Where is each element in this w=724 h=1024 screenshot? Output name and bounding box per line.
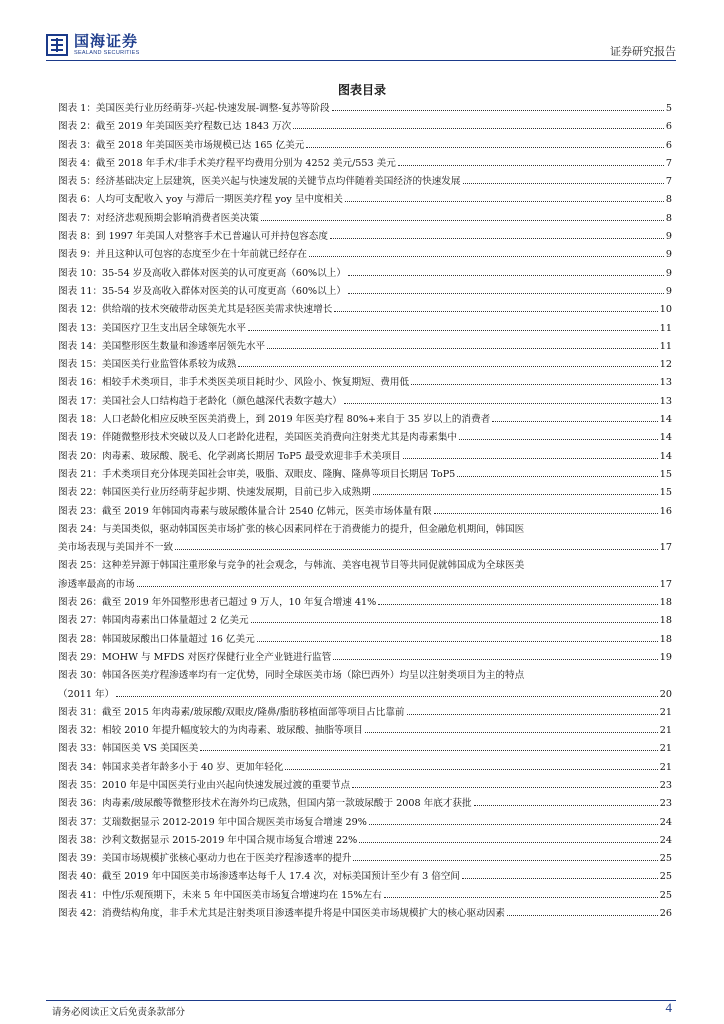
toc-entry[interactable] (58, 557, 672, 594)
toc-entry[interactable] (58, 667, 672, 704)
toc-entry[interactable] (58, 649, 672, 667)
toc-entry-line (58, 704, 672, 722)
dot-leader (353, 860, 657, 861)
dot-leader (175, 549, 658, 550)
toc-entry-line (58, 155, 672, 173)
toc-entry-line (58, 338, 672, 356)
toc-entry-text: 图表 20：肉毒素、玻尿酸、脱毛、化学剥离长期居 ToP5 最受欢迎非手术美项目 (58, 450, 401, 462)
company-logo (46, 34, 140, 57)
toc-entry[interactable] (58, 704, 672, 722)
dot-leader (407, 714, 658, 715)
toc-entry-text: 图表 10：35-54 岁及高收入群体对医美的认可度更高（60%以上） (58, 267, 346, 279)
toc-entry[interactable] (58, 228, 672, 246)
toc-entry-text: 图表 30：韩国各医美疗程渗透率均有一定优势，同时全球医美市场（除巴西外）均呈以注射类项目为主的特点 (58, 670, 525, 682)
toc-entry-text: 图表 34：韩国求美者年龄多小于 40 岁、更加年轻化 (58, 761, 284, 773)
toc-entry[interactable] (58, 850, 672, 868)
dot-leader (492, 421, 658, 422)
toc-entry-page: 14 (659, 450, 672, 462)
toc-entry-page: 7 (665, 176, 672, 188)
toc-entry-page: 25 (659, 889, 672, 901)
dot-leader (333, 659, 657, 660)
toc-entry[interactable] (58, 137, 672, 155)
dot-leader (369, 824, 658, 825)
toc-entry-page: 20 (659, 688, 672, 700)
toc-entry-text: 图表 36：肉毒素/玻尿酸等微整形技术在海外均已成熟，但国内第一款玻尿酸于 2008 年底才获批 (58, 798, 472, 810)
toc-entry-text: 图表 6：人均可支配收入 yoy 与滞后一期医美疗程 yoy 呈中度相关 (58, 194, 343, 206)
toc-entry-page: 9 (665, 285, 672, 297)
dot-leader (434, 513, 658, 514)
toc-entry[interactable] (58, 118, 672, 136)
toc-entry[interactable] (58, 722, 672, 740)
dot-leader (352, 787, 658, 788)
toc-entry[interactable] (58, 429, 672, 447)
dot-leader (285, 769, 657, 770)
toc-entry-line (58, 649, 672, 667)
toc-entry-line (58, 868, 672, 886)
toc-entry-line (58, 246, 672, 264)
toc-entry-page: 21 (659, 706, 672, 718)
toc-entry[interactable] (58, 814, 672, 832)
toc-entry-page: 26 (659, 908, 672, 920)
dot-leader (238, 366, 657, 367)
toc-entry-continuation: 渗透率最高的市场 (58, 578, 135, 590)
toc-entry[interactable] (58, 100, 672, 118)
dot-leader (384, 897, 658, 898)
toc-entry-text: 图表 38：沙利文数据显示 2015-2019 年中国合规市场复合增速 22% (58, 834, 358, 846)
toc-entry[interactable] (58, 777, 672, 795)
dot-leader (365, 732, 658, 733)
toc-entry-page: 13 (659, 395, 672, 407)
toc-entry[interactable] (58, 448, 672, 466)
toc-entry-text: 图表 7：对经济悲观预期会影响消费者医美决策 (58, 212, 260, 224)
toc-entry-text: 图表 4：截至 2018 年手术/非手术美疗程平均费用分别为 4252 美元/553 美元 (58, 157, 396, 169)
dot-leader (345, 201, 664, 202)
dot-leader (344, 403, 658, 404)
toc-entry-page: 11 (659, 322, 672, 334)
toc-entry-line (58, 466, 672, 484)
toc-entry-text: 图表 12：供给端的技术突破带动医美尤其是轻医美需求快速增长 (58, 304, 333, 316)
toc-entry-text: 图表 19：伴随微整形技术突破以及人口老龄化进程，美国医美消费向注射类尤其是肉毒素集中 (58, 432, 458, 444)
dot-leader (267, 348, 658, 349)
toc-entry-page: 6 (665, 121, 672, 133)
dot-leader (373, 494, 658, 495)
toc-entry-page: 23 (659, 798, 672, 810)
toc-entry[interactable] (58, 411, 672, 429)
toc-entry[interactable] (58, 484, 672, 502)
toc-entry[interactable] (58, 191, 672, 209)
toc-entry[interactable] (58, 338, 672, 356)
toc-entry-text: 图表 37：艾瑞数据显示 2012-2019 年中国合规医美市场复合增速 29% (58, 816, 367, 828)
dot-leader (359, 842, 658, 843)
toc-entry-page: 13 (659, 377, 672, 389)
toc-entry-line (58, 374, 672, 392)
toc-entry[interactable] (58, 503, 672, 521)
logo-english-name: SEALAND SECURITIES (74, 50, 140, 56)
toc-entry[interactable] (58, 320, 672, 338)
toc-entry-page: 9 (665, 249, 672, 261)
toc-entry-text: 图表 3：截至 2018 年美国医美市场规模已达 165 亿美元 (58, 139, 305, 151)
toc-title: 图表目录 (337, 83, 386, 97)
dot-leader (463, 183, 664, 184)
toc-entry-page: 17 (659, 542, 672, 554)
toc-entry[interactable] (58, 631, 672, 649)
toc-entry-line (58, 320, 672, 338)
toc-entry-line (58, 594, 672, 612)
footer-divider (46, 1000, 676, 1001)
toc-entry-line (58, 576, 672, 594)
toc-entry-line (58, 393, 672, 411)
toc-entry[interactable] (58, 521, 672, 558)
dot-leader (200, 750, 657, 751)
dot-leader (332, 110, 664, 111)
toc-entry-page: 6 (665, 139, 672, 151)
toc-entry-line (58, 686, 672, 704)
toc-entry[interactable] (58, 466, 672, 484)
toc-entry-text: 图表 16：相较手术类项目，非手术类医美项目耗时少、风险小、恢复期短、费用低 (58, 377, 410, 389)
toc-entry-text: 图表 15：美国医美行业监管体系较为成熟 (58, 359, 237, 371)
toc-entry[interactable] (58, 740, 672, 758)
toc-entry[interactable] (58, 301, 672, 319)
toc-entry-page: 15 (659, 487, 672, 499)
toc-entry[interactable] (58, 393, 672, 411)
toc-entry-page: 19 (659, 651, 672, 663)
toc-entry-page: 14 (659, 432, 672, 444)
toc-entry-page: 24 (659, 816, 672, 828)
toc-entry-continuation: （2011 年） (58, 688, 115, 700)
toc-entry-page: 9 (665, 267, 672, 279)
dot-leader (116, 696, 658, 697)
dot-leader (462, 878, 658, 879)
dot-leader (348, 293, 664, 294)
toc-entry[interactable] (58, 356, 672, 374)
dot-leader (293, 128, 664, 129)
toc-entry-line (58, 356, 672, 374)
toc-entry-text: 图表 42：消费结构角度，非手术尤其是注射类项目渗透率提升将是中国医美市场规模扩大的核心驱动因素 (58, 908, 505, 920)
toc-entry-text: 图表 35：2010 年是中国医美行业由兴起向快速发展过渡的重要节点 (58, 779, 351, 791)
toc-entry-page: 21 (659, 725, 672, 737)
toc-entry-text: 图表 24：与美国类似，驱动韩国医美市场扩张的核心因素同样在于消费能力的提升，但金融危机期间，韩国医 (58, 523, 525, 535)
toc-entry-page: 25 (659, 853, 672, 865)
toc-entry[interactable] (58, 265, 672, 283)
dot-leader (457, 476, 658, 477)
toc-entry-line (58, 777, 672, 795)
toc-entry[interactable] (58, 832, 672, 850)
toc-entry-text: 图表 26：截至 2019 年外国整形患者已超过 9 万人，10 年复合增速 41% (58, 597, 377, 609)
toc-entry-page: 5 (665, 103, 672, 114)
toc-entry-page: 12 (659, 359, 672, 371)
toc-entry-line (58, 795, 672, 813)
table-of-figures (58, 100, 672, 923)
toc-entry-text: 图表 27：韩国肉毒素出口体量超过 2 亿美元 (58, 615, 249, 627)
toc-entry-page: 18 (659, 597, 672, 609)
toc-entry-line (58, 191, 672, 209)
toc-entry[interactable] (58, 759, 672, 777)
toc-entry-line (58, 283, 672, 301)
toc-entry-page: 16 (659, 505, 672, 517)
toc-entry[interactable] (58, 173, 672, 191)
toc-entry[interactable] (58, 795, 672, 813)
dot-leader (398, 165, 664, 166)
dot-leader (411, 384, 658, 385)
toc-entry-page: 17 (659, 578, 672, 590)
toc-entry-text: 图表 8：到 1997 年美国人对整容手术已普遍认可并持包容态度 (58, 231, 328, 243)
toc-entry-line (58, 448, 672, 466)
dot-leader (309, 256, 664, 257)
toc-entry-text: 图表 29：MOHW 与 MFDS 对医疗保健行业全产业链进行监管 (58, 651, 332, 663)
toc-entry-page: 15 (659, 468, 672, 480)
page-number: 4 (665, 1000, 672, 1015)
toc-entry-page: 10 (659, 304, 672, 316)
toc-entry-text: 图表 13：美国医疗卫生支出居全球领先水平 (58, 322, 246, 334)
dot-leader (334, 311, 657, 312)
toc-entry-text: 图表 33：韩国医美 VS 美国医美 (58, 743, 199, 755)
toc-entry-line (58, 210, 672, 228)
toc-entry-text: 图表 28：韩国玻尿酸出口体量超过 16 亿美元 (58, 633, 255, 645)
dot-leader (459, 439, 658, 440)
dot-leader (257, 641, 658, 642)
toc-entry-text: 图表 18：人口老龄化相应反映至医美消费上，到 2019 年医美疗程 80%+来自于 35 岁以上的消费者 (58, 414, 491, 426)
toc-entry-page: 25 (659, 871, 672, 883)
toc-entry[interactable] (58, 155, 672, 173)
toc-entry-line (58, 484, 672, 502)
toc-entry-page: 18 (659, 633, 672, 645)
header-divider (46, 60, 676, 61)
toc-entry-text: 图表 23：截至 2019 年韩国肉毒素与玻尿酸体量合计 2540 亿韩元，医美市场体量有限 (58, 505, 432, 517)
toc-entry[interactable] (58, 887, 672, 905)
toc-entry-line (58, 832, 672, 850)
dot-leader (306, 147, 664, 148)
toc-entry-text: 图表 21：手术类项目充分体现美国社会审美，吸脂、双眼皮、隆胸、隆鼻等项目长期居 ToP5 (58, 468, 456, 480)
toc-entry-line (58, 539, 672, 557)
dot-leader (251, 622, 658, 623)
toc-entry-line (58, 887, 672, 905)
toc-entry-line (58, 429, 672, 447)
toc-entry-text: 图表 32：相较 2010 年提升幅度较大的为肉毒素、玻尿酸、抽脂等项目 (58, 725, 363, 737)
toc-entry-line (58, 740, 672, 758)
logo-chinese-name: 国海证券 (74, 32, 139, 50)
dot-leader (248, 330, 658, 331)
dot-leader (507, 915, 658, 916)
toc-entry-line (58, 612, 672, 630)
toc-entry[interactable] (58, 374, 672, 392)
toc-entry-line (58, 228, 672, 246)
toc-entry-text: 图表 9：并且这种认可包容的态度至少在十年前就已经存在 (58, 249, 307, 261)
toc-entry-line (58, 137, 672, 155)
toc-entry-page: 8 (665, 212, 672, 224)
toc-entry-page: 11 (659, 340, 672, 352)
toc-entry[interactable] (58, 868, 672, 886)
toc-entry-text: 图表 2：截至 2019 年美国医美疗程数已达 1843 万次 (58, 121, 292, 133)
dot-leader (261, 220, 664, 221)
dot-leader (403, 458, 658, 459)
page-header (0, 0, 724, 64)
toc-entry-text: 图表 41：中性/乐观预期下，未来 5 年中国医美市场复合增速均在 15%左右 (58, 889, 382, 901)
toc-entry-text: 图表 31：截至 2015 年肉毒素/玻尿酸/双眼皮/隆鼻/脂肪移植面部等项目占比靠前 (58, 706, 405, 718)
document-type-label: 证券研究报告 (610, 45, 676, 58)
toc-entry-page: 8 (665, 194, 672, 206)
toc-entry-line (58, 411, 672, 429)
toc-entry[interactable] (58, 283, 672, 301)
toc-entry[interactable] (58, 905, 672, 923)
toc-entry-page: 14 (659, 414, 672, 426)
toc-entry-text: 图表 25：这种差异源于韩国注重形象与竞争的社会观念，与韩流、美容电视节目等共同促就韩国成为全球医美 (58, 560, 525, 572)
toc-entry-line (58, 173, 672, 191)
toc-entry-continuation: 美市场表现与美国并不一致 (58, 542, 174, 554)
toc-entry-line (58, 503, 672, 521)
toc-entry-line (58, 301, 672, 319)
toc-entry-line (58, 850, 672, 868)
dot-leader (137, 586, 658, 587)
sealand-logo-icon (46, 34, 68, 56)
toc-entry-page: 18 (659, 615, 672, 627)
dot-leader (474, 805, 658, 806)
toc-entry-page: 21 (659, 761, 672, 773)
toc-entry-text: 图表 39：美国市场规模扩张核心驱动力也在于医美疗程渗透率的提升 (58, 853, 352, 865)
toc-entry-text: 图表 5：经济基础决定上层建筑，医美兴起与快速发展的关键节点均伴随着美国经济的快速发展 (58, 176, 461, 188)
toc-entry-line (58, 631, 672, 649)
toc-entry-line (58, 722, 672, 740)
toc-entry-page: 7 (665, 157, 672, 169)
toc-entry-line (58, 905, 672, 923)
toc-entry-line (58, 100, 672, 118)
toc-entry-text: 图表 1：美国医美行业历经萌芽-兴起-快速发展-调整-复苏等阶段 (58, 103, 330, 114)
toc-entry-page: 21 (659, 743, 672, 755)
toc-entry-text: 图表 17：美国社会人口结构趋于老龄化（颜色越深代表数字越大） (58, 395, 342, 407)
toc-entry-line (58, 814, 672, 832)
toc-entry-line (58, 759, 672, 777)
toc-entry-text: 图表 22：韩国医美行业历经萌芽起步期、快速发展期，目前已步入成熟期 (58, 487, 371, 499)
disclaimer-text: 请务必阅读正文后免责条款部分 (52, 1007, 186, 1018)
dot-leader (348, 275, 664, 276)
toc-entry-line (58, 118, 672, 136)
toc-entry-line (58, 265, 672, 283)
toc-entry[interactable] (58, 594, 672, 612)
toc-entry-text: 图表 40：截至 2019 年中国医美市场渗透率达每千人 17.4 次，对标美国预计至少有 3 倍空间 (58, 871, 461, 883)
dot-leader (330, 238, 664, 239)
toc-entry-page: 9 (665, 231, 672, 243)
toc-entry-text: 图表 14：美国整形医生数量和渗透率居领先水平 (58, 340, 266, 352)
toc-entry[interactable] (58, 612, 672, 630)
toc-entry-page: 24 (659, 834, 672, 846)
toc-entry[interactable] (58, 246, 672, 264)
toc-entry-text: 图表 11：35-54 岁及高收入群体对医美的认可度更高（60%以上） (58, 285, 346, 297)
dot-leader (378, 604, 658, 605)
toc-entry-page: 23 (659, 779, 672, 791)
toc-entry[interactable] (58, 210, 672, 228)
